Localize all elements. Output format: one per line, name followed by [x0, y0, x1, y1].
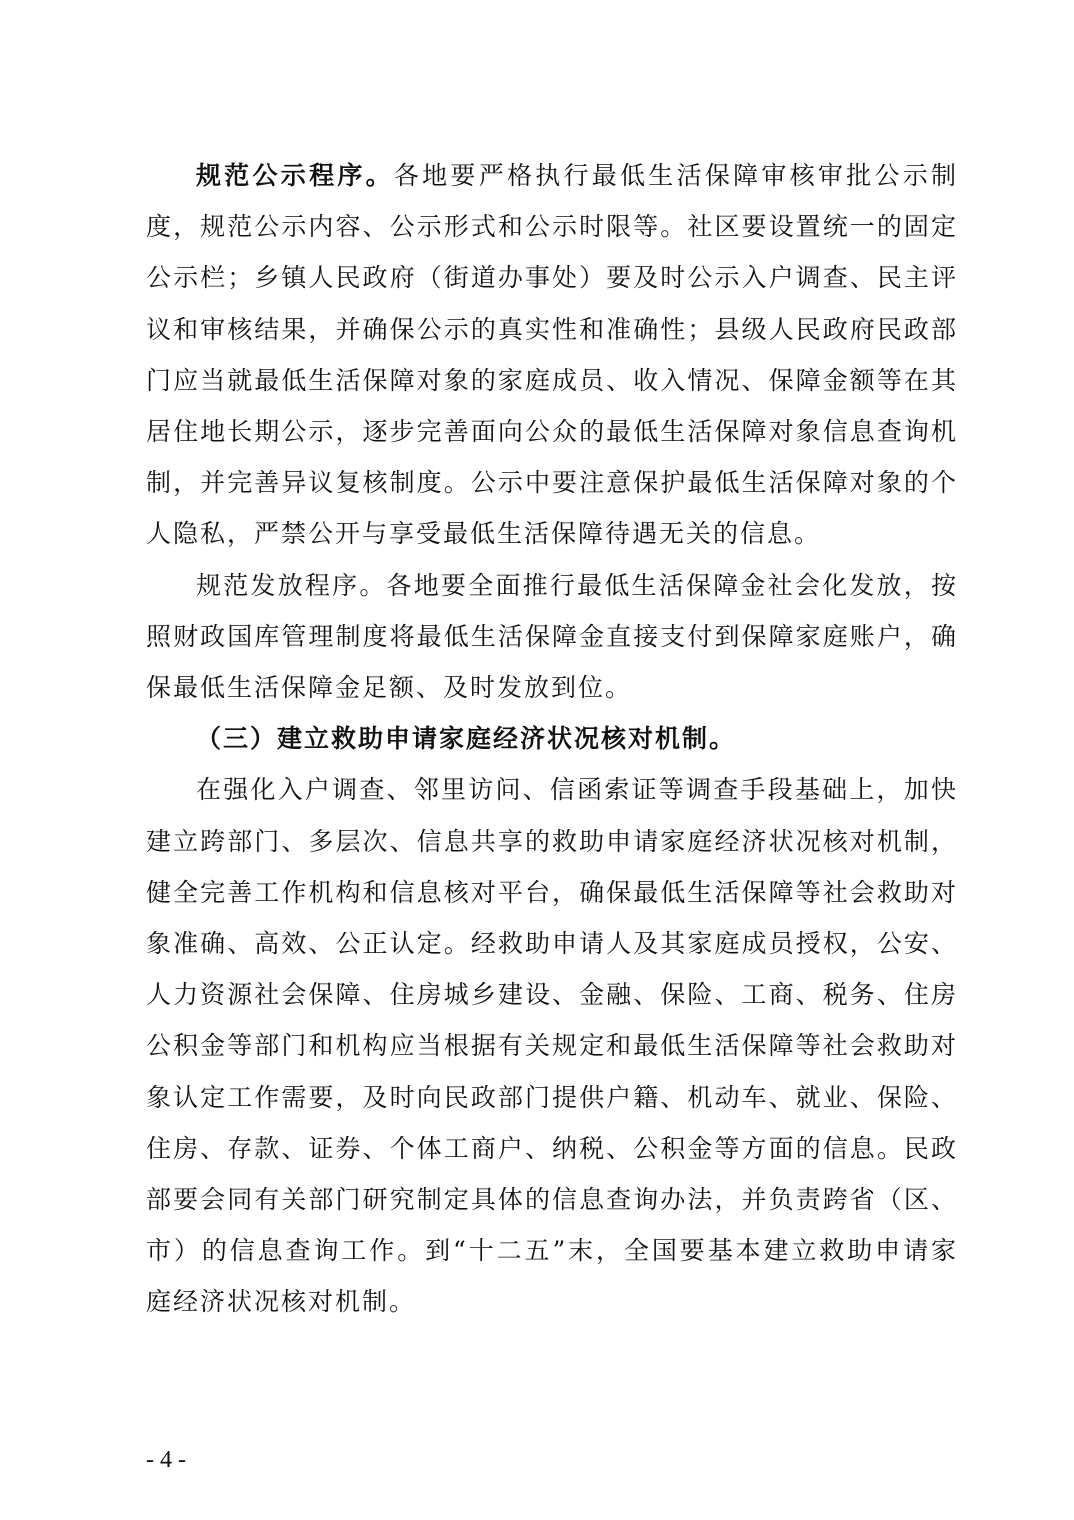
- paragraph-lead-bold: 规范公示程序。: [196, 161, 394, 190]
- page-number: - 4 -: [146, 1447, 186, 1473]
- paragraph-text: 各地要严格执行最低生活保障审核审批公示制度，规范公示内容、公示形式和公示时限等。社区要设置统一的固定公示栏；乡镇人民政府（街道办事处）要及时公示入户调查、民主评议和审核结果，并确保公示的真实性和准确性；县级人民政府民政部门应当就最低生活保障对象的家庭成员、收入情况、保障金额等在其居住地长期公示，逐步完善面向公众的最低生活保障对象信息查询机制，并完善异议复核制度。公示中要注意保护最低生活保障对象的个人隐私，严禁公开与享受最低生活保障待遇无关的信息。: [146, 161, 958, 549]
- document-body: [146, 150, 958, 1328]
- paragraph-verification-mechanism: 在强化入户调查、邻里访问、信函索证等调查手段基础上，加快建立跨部门、多层次、信息共享的救助申请家庭经济状况核对机制，健全完善工作机构和信息核对平台，确保最低生活保障等社会救助对象准确、高效、公正认定。经救助申请人及其家庭成员授权，公安、人力资源社会保障、住房城乡建设、金融、保险、工商、税务、住房公积金等部门和机构应当根据有关规定和最低生活保障等社会救助对象认定工作需要，及时向民政部门提供户籍、机动车、就业、保险、住房、存款、证券、个体工商户、纳税、公积金等方面的信息。民政部要会同有关部门研究制定具体的信息查询办法，并负责跨省（区、市）的信息查询工作。到“十二五”末，全国要基本建立救助申请家庭经济状况核对机制。: [146, 775, 958, 1317]
- section-heading: （三）建立救助申请家庭经济状况核对机制。: [196, 724, 737, 754]
- paragraph-distribution-procedure: 规范发放程序。各地要全面推行最低生活保障金社会化发放，按照财政国库管理制度将最低生活保障金直接支付到保障家庭账户，确保最低生活保障金足额、及时发放到位。: [146, 570, 958, 703]
- paragraph-publicity-procedure: [146, 150, 958, 560]
